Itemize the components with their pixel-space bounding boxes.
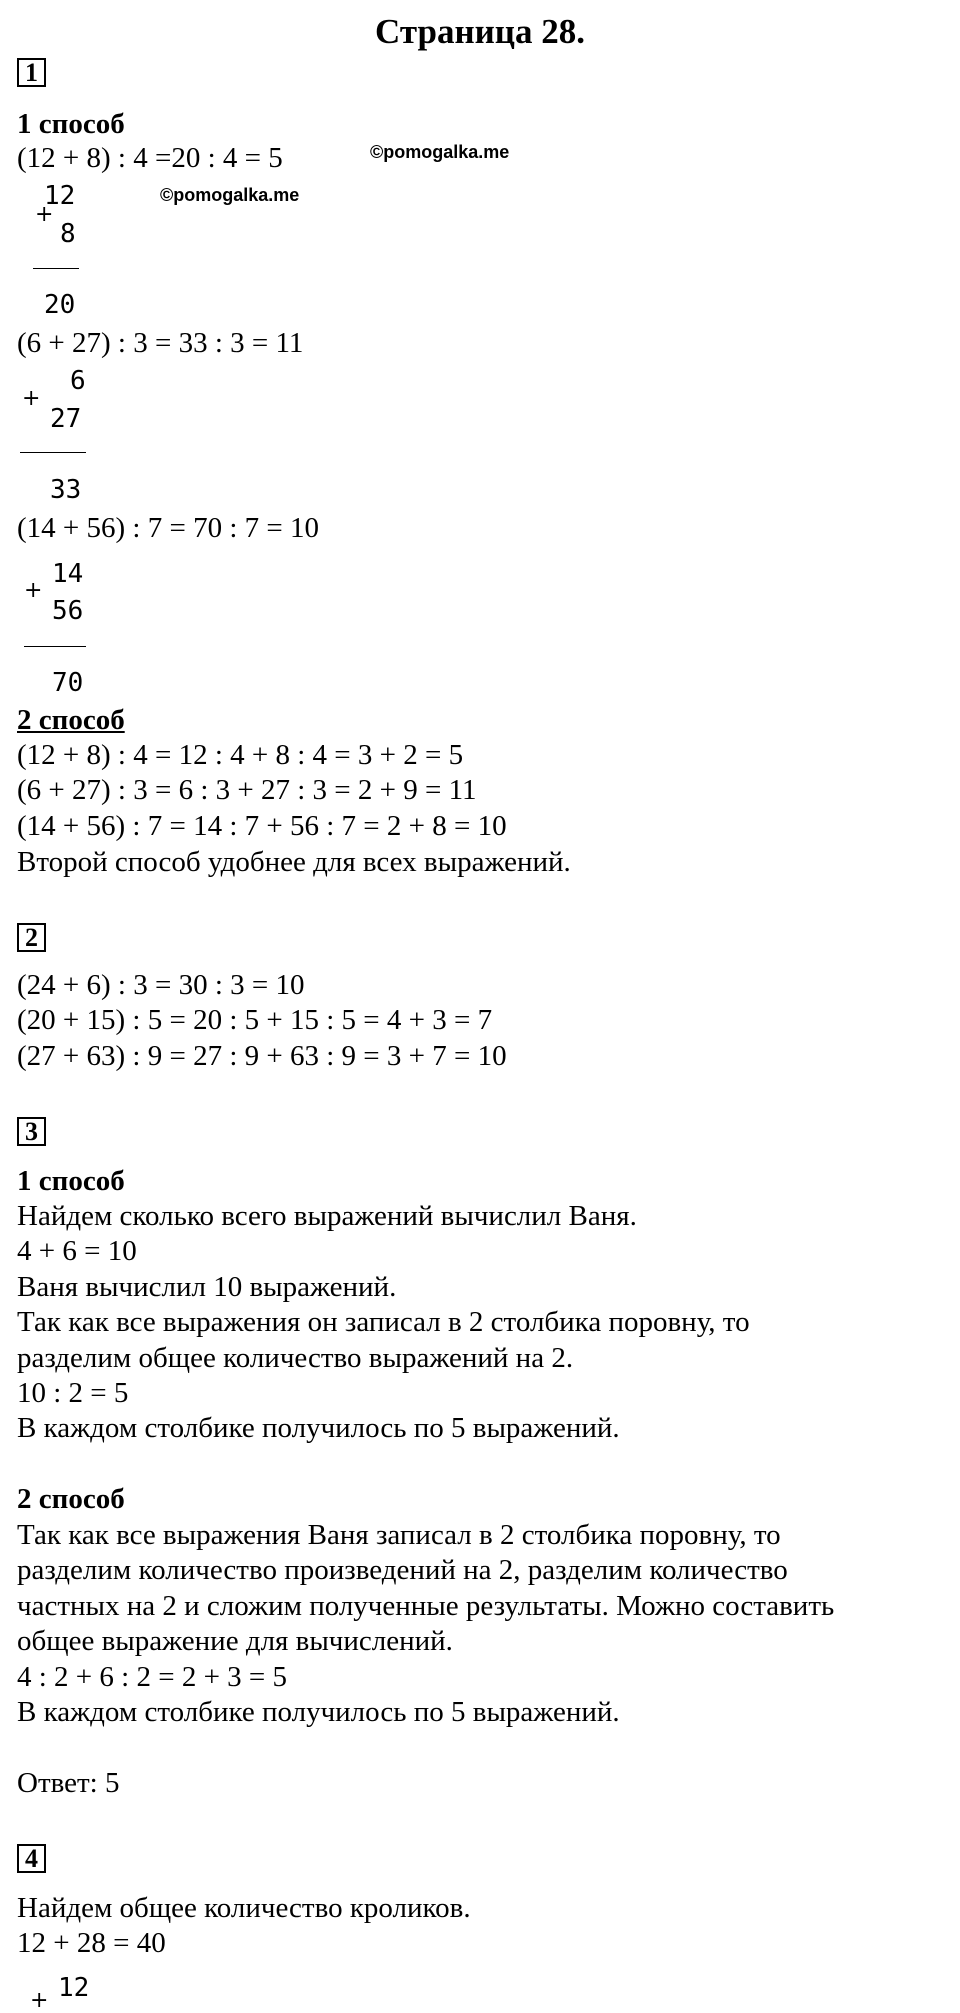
task3-method2-line: частных на 2 и сложим полученные результаты. Можно составить (17, 1590, 835, 1622)
task2-line: (24 + 6) : 3 = 30 : 3 = 10 (17, 969, 305, 1001)
task3-method1-line: Найдем сколько всего выражений вычислил Ваня. (17, 1200, 637, 1232)
task1-expr1: (12 + 8) : 4 =20 : 4 = 5 (17, 142, 283, 174)
task4-line: 12 + 28 = 40 (17, 1927, 166, 1959)
task3-method1-label: 1 способ (17, 1165, 125, 1197)
task-number-1: 1 (17, 58, 46, 87)
column-top: 12 (58, 1973, 90, 2003)
column-result: 33 (50, 475, 82, 505)
column-result: 20 (44, 290, 76, 320)
task1-method2-label: 2 способ (17, 704, 125, 736)
task3-method2-line: общее выражение для вычислений. (17, 1625, 453, 1657)
task3-method2-label: 2 способ (17, 1483, 125, 1515)
task3-method1-line: 10 : 2 = 5 (17, 1377, 129, 1409)
watermark: ©pomogalka.me (160, 185, 300, 205)
task1-method2-line: (14 + 56) : 7 = 14 : 7 + 56 : 7 = 2 + 8 = 10 (17, 810, 507, 842)
task3-method1-line: В каждом столбике получилось по 5 выражений. (17, 1412, 620, 1444)
watermark: ©pomogalka.me (370, 142, 510, 162)
task3-method2-line: Так как все выражения Ваня записал в 2 столбика поровну, то (17, 1519, 781, 1551)
column-rule (24, 646, 86, 647)
task-number-2: 2 (17, 923, 46, 952)
column-top: 14 (52, 559, 84, 589)
column-top: 12 (44, 181, 76, 211)
task2-line: (20 + 15) : 5 = 20 : 5 + 15 : 5 = 4 + 3 = 7 (17, 1004, 493, 1036)
task3-method2-line: разделим количество произведений на 2, разделим количество (17, 1554, 788, 1586)
task1-method2-line: (12 + 8) : 4 = 12 : 4 + 8 : 4 = 3 + 2 = 5 (17, 739, 464, 771)
task3-answer: Ответ: 5 (17, 1767, 120, 1799)
task1-method1-label: 1 способ (17, 108, 125, 140)
column-rule (33, 268, 79, 269)
task3-method2-line: В каждом столбике получилось по 5 выражений. (17, 1696, 620, 1728)
plus-sign: + (35, 202, 54, 227)
task3-method1-line: 4 + 6 = 10 (17, 1235, 137, 1267)
task1-conclusion: Второй способ удобнее для всех выражений. (17, 846, 571, 878)
task3-method1-line: Ваня вычислил 10 выражений. (17, 1271, 397, 1303)
column-top: 6 (70, 366, 86, 396)
column-rule (20, 452, 86, 453)
task1-expr2: (6 + 27) : 3 = 33 : 3 = 11 (17, 327, 304, 359)
task3-method1-line: разделим общее количество выражений на 2. (17, 1342, 574, 1374)
task1-method2-line: (6 + 27) : 3 = 6 : 3 + 27 : 3 = 2 + 9 = 11 (17, 774, 477, 806)
column-bottom: 56 (52, 596, 84, 626)
column-bottom: 27 (50, 404, 82, 434)
plus-sign: + (24, 578, 43, 603)
task2-line: (27 + 63) : 9 = 27 : 9 + 63 : 9 = 3 + 7 = 10 (17, 1040, 507, 1072)
task3-method2-line: 4 : 2 + 6 : 2 = 2 + 3 = 5 (17, 1661, 288, 1693)
task-number-3: 3 (17, 1117, 46, 1146)
task1-expr3: (14 + 56) : 7 = 70 : 7 = 10 (17, 512, 319, 544)
page-title: Страница 28. (375, 12, 585, 51)
plus-sign: + (22, 386, 41, 411)
task3-method1-line: Так как все выражения он записал в 2 столбика поровну, то (17, 1306, 750, 1338)
column-result: 70 (52, 668, 84, 698)
column-bottom: 8 (60, 219, 76, 249)
task-number-4: 4 (17, 1844, 46, 1873)
plus-sign: + (30, 1988, 49, 2013)
task4-line: Найдем общее количество кроликов. (17, 1892, 471, 1924)
